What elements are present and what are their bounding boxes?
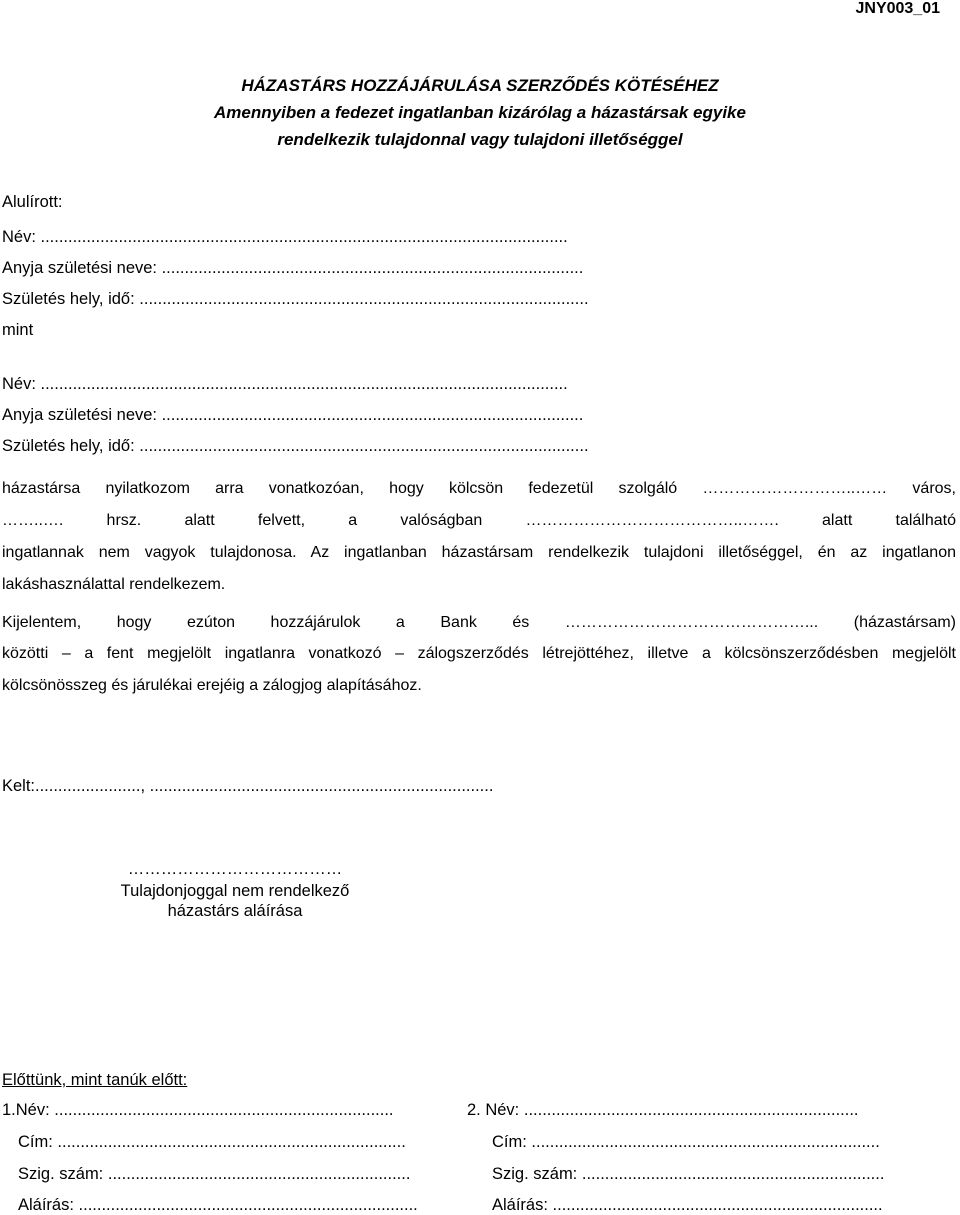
document-id: JNY003_01 bbox=[855, 0, 940, 17]
witness2-address-field: Cím: ............................................................................ bbox=[492, 1133, 880, 1151]
person2-mother-name-field: Anyja születési neve: ............................................................................................ bbox=[2, 406, 584, 424]
document-subtitle-line1: Amennyiben a fedezet ingatlanban kizárólag a házastársak egyike bbox=[214, 103, 746, 122]
person1-birth-field: Születés hely, idő: .................................................................................................. bbox=[2, 290, 589, 308]
witness1-name-field: 1.Név: .......................................................................... bbox=[2, 1101, 394, 1119]
person2-name-field: Név: ................................................................................................................... bbox=[2, 375, 568, 393]
signatory-heading: Alulírott: bbox=[2, 193, 63, 211]
witness2-name-field: 2. Név: ......................................................................... bbox=[467, 1101, 859, 1119]
document-subtitle-line2: rendelkezik tulajdonnal vagy tulajdoni illetőséggel bbox=[277, 130, 683, 149]
witness1-address-field: Cím: ............................................................................ bbox=[18, 1133, 406, 1151]
witness2-signature-field: Aláírás: ........................................................................ bbox=[492, 1196, 883, 1214]
signature-label-line2: házastárs aláírása bbox=[167, 902, 303, 920]
mint-label: mint bbox=[2, 321, 34, 339]
person1-mother-name-field: Anyja születési neve: ............................................................................................ bbox=[2, 259, 584, 277]
declaration-line-4: lakáshasználattal rendelkezem. bbox=[2, 576, 226, 593]
consent-line-2: közötti – a fent megjelölt ingatlanra vonatkozó – zálogszerződés létrejöttéhez, illetve a kölcsönszerződésben megjelölt bbox=[2, 645, 956, 662]
declaration-line-2: ……..…. hrsz. alatt felvett, a valóságban …………………………………..……. alatt található bbox=[2, 512, 956, 529]
person2-birth-field: Születés hely, idő: .................................................................................................. bbox=[2, 437, 589, 455]
document-title: HÁZASTÁRS HOZZÁJÁRULÁSA SZERZŐDÉS KÖTÉSÉHEZ bbox=[241, 76, 719, 95]
declaration-line-3: ingatlannak nem vagyok tulajdonosa. Az ingatlanban házastársam rendelkezik tulajdoni illetőséggel, én az ingatlanon bbox=[2, 544, 956, 561]
person1-name-field: Név: ................................................................................................................... bbox=[2, 228, 568, 246]
witness1-signature-field: Aláírás: .......................................................................... bbox=[18, 1196, 418, 1214]
consent-line-3: kölcsönösszeg és járulékai erejéig a zálogjog alapításához. bbox=[2, 677, 422, 694]
signature-label-line1: Tulajdonjoggal nem rendelkező bbox=[120, 882, 350, 900]
witnesses-heading: Előttünk, mint tanúk előtt: bbox=[2, 1071, 188, 1089]
witness1-id-field: Szig. szám: .................................................................. bbox=[18, 1165, 411, 1183]
signature-line: ………………………………… bbox=[127, 860, 343, 878]
consent-line-1: Kijelentem, hogy ezúton hozzájárulok a Bank és ………………………………………... (házastársam) bbox=[2, 614, 956, 631]
date-place-field: Kelt:......................., ........................................................................... bbox=[2, 777, 494, 795]
witness2-id-field: Szig. szám: .................................................................. bbox=[492, 1165, 885, 1183]
declaration-line-1: házastársa nyilatkozom arra vonatkozóan, hogy kölcsön fedezetül szolgáló ………………………..…… város, bbox=[2, 480, 956, 497]
